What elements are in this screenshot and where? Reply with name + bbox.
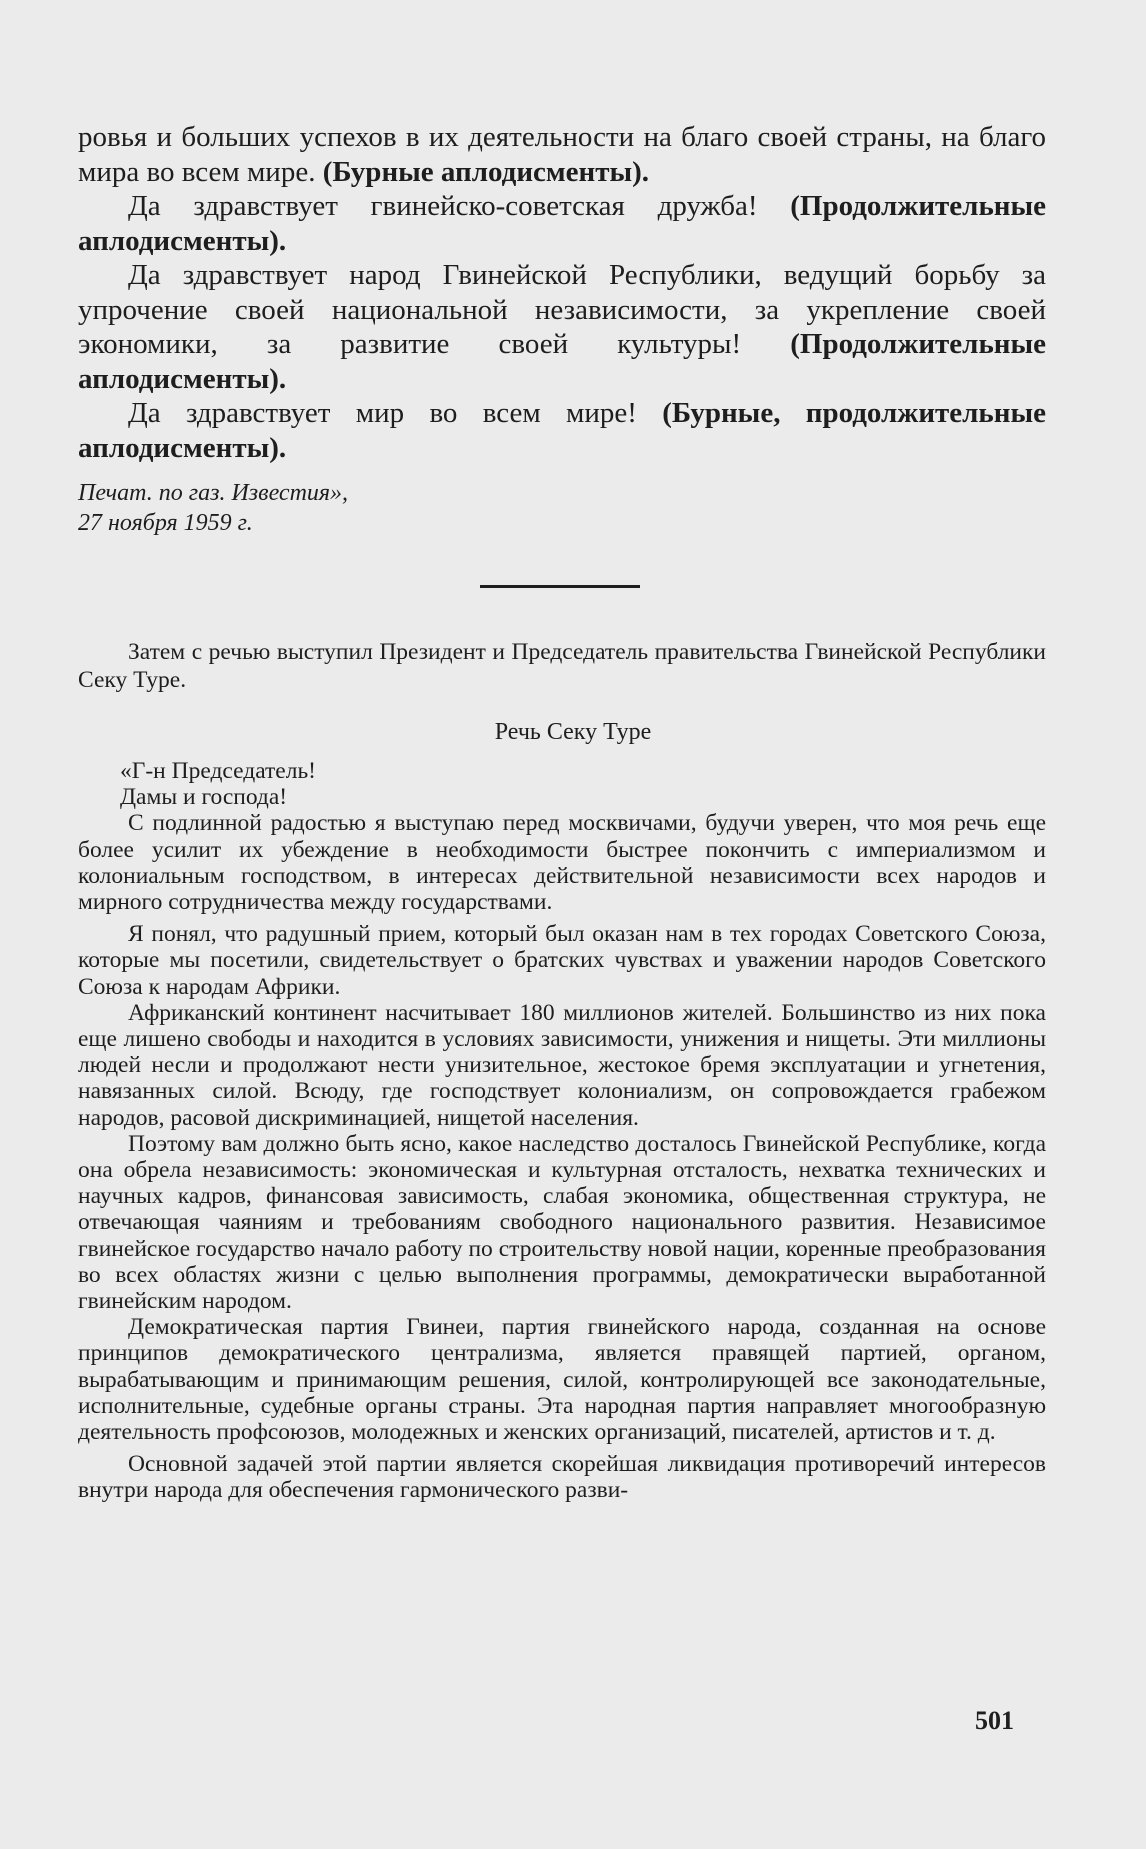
- page-number: 501: [975, 1706, 1014, 1735]
- toast-paragraph: Да здравствует гвинейско-советская дружба! (Продолжительные аплодисменты).: [78, 190, 1046, 257]
- greeting-line: «Г-н Председатель!: [120, 758, 316, 784]
- toast-paragraph: Да здравствует мир во всем мире! (Бурные, продолжительные аплодисменты).: [78, 397, 1046, 464]
- closing-toasts: [78, 120, 1046, 465]
- greeting-line: Дамы и господа!: [120, 784, 288, 811]
- intro-paragraph: Затем с речью выступил Президент и Председатель правительства Гвинейской Республики Секу Туре.: [78, 639, 1046, 693]
- applause-note: (Бурные аплодисменты).: [322, 155, 650, 188]
- section-divider: [480, 585, 640, 588]
- speech-paragraph: Демократическая партия Гвинеи, партия гвинейского народа, созданная на основе принципов демократического централизма, является правящей партией, органом, вырабатывающим и принимающим решения, силой, контролирующей все законодательные, исполнительные, судебные органы страны. Эта народная партия направляет многообразную деятельность профсоюзов, молодежных и женских организаций, писателей, артистов и т. д.: [78, 1314, 1046, 1446]
- speech-paragraph: С подлинной радостью я выступаю перед москвичами, будучи уверен, что моя речь еще более усилит их убеждение в необходимости быстрее покончить с империализмом и колониальным господством, в интересах действительной независимости всех народов и мирного сотрудничества между государствами.: [78, 810, 1046, 916]
- speech-paragraph: Поэтому вам должно быть ясно, какое наследство досталось Гвинейской Республике, когда она обрела независимость: экономическая и культурная отсталость, нехватка технических и научных кадров, финансовая зависимость, слабая экономика, общественная структура, не отвечающая чаяниям и требованиям свободного национального развития. Независимое гвинейское государство начало работу по строительству новой нации, коренные преобразования во всех областях жизни с целью выполнения программы, демократически выработанной гвинейским народом.: [78, 1130, 1046, 1315]
- toast-paragraph: Да здравствует народ Гвинейской Республики, ведущий борьбу за упрочение своей национальной независимости, за укрепление своей экономики, за развитие своей культуры! (Продолжительные аплодисменты).: [78, 259, 1046, 395]
- applause-note: (Продолжительные аплодисменты).: [78, 328, 1046, 395]
- source-line: Печат. по газ. Известия»,: [78, 480, 349, 506]
- source-citation: [78, 478, 1046, 538]
- toast-paragraph: ровья и больших успехов в их деятельности на благо своей страны, на благо мира во всем мире. (Бурные аплодисменты).: [78, 121, 1046, 188]
- speech-body: [78, 758, 1046, 1504]
- applause-note: (Продолжительные аплодисменты).: [78, 190, 1046, 257]
- speech-paragraph: Основной задачей этой партии является скорейшая ликвидация противоречий интересов внутри народа для обеспечения гармонического разви-: [78, 1451, 1046, 1504]
- speech-title: Речь Секу Туре: [494, 719, 652, 745]
- speech-paragraph: Я понял, что радушный прием, который был оказан нам в тех городах Советского Союза, которые мы посетили, свидетельствует о братских чувствах и уважении народов Советского Союза к народам Африки.: [78, 921, 1046, 1000]
- speech-paragraph: Африканский континент насчитывает 180 миллионов жителей. Большинство из них пока еще лишено свободы и находится в условиях зависимости, унижения и нищеты. Эти миллионы людей несли и продолжают нести унизительное, жестокое бремя эксплуатации и угнетения, навязанных силой. Всюду, где господствует колониализм, он сопровождается грабежом народов, расовой дискриминацией, нищетой населения.: [78, 999, 1046, 1131]
- applause-note: (Бурные, продолжительные аплодисменты).: [78, 397, 1046, 464]
- source-date: 27 ноября 1959 г.: [78, 510, 253, 536]
